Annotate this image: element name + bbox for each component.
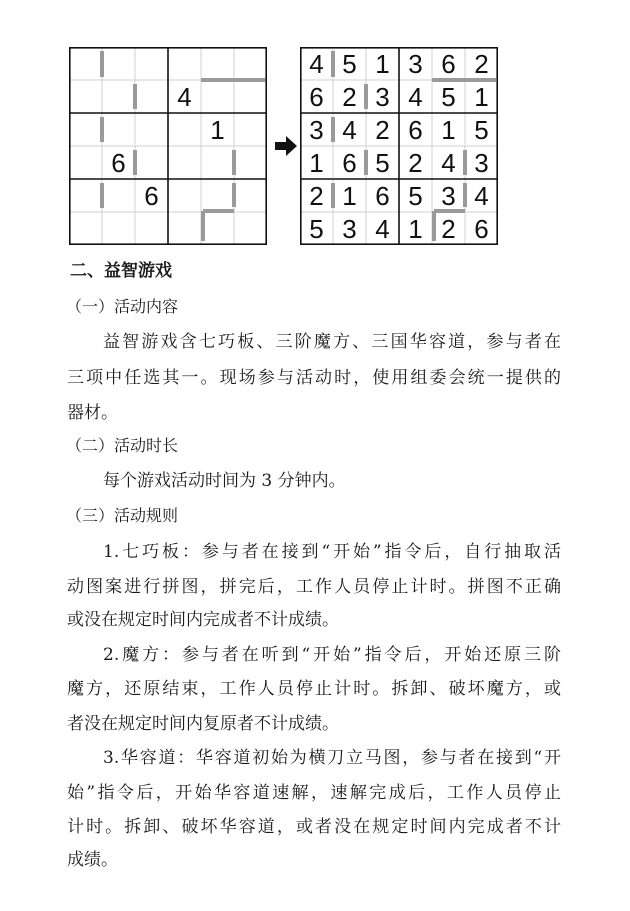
duration-text: 每个游戏活动时间为 3 分钟内。 bbox=[103, 471, 346, 491]
grid-clue: 4 bbox=[177, 81, 192, 112]
grid-cell: 4 bbox=[474, 180, 489, 211]
grid-cell: 2 bbox=[441, 213, 456, 244]
rule-line: 动图案进行拼图，拼完后，工作人员停止计时。拼图不正确 bbox=[67, 577, 561, 597]
grid-cell: 5 bbox=[342, 48, 357, 79]
grid-cell: 4 bbox=[408, 81, 423, 112]
rule-line: 计时。拆卸、破坏华容道，或者没在规定时间内完成者不计 bbox=[67, 817, 561, 837]
content-heading: （一）活动内容 bbox=[66, 297, 179, 316]
grid-cell: 1 bbox=[474, 81, 489, 112]
rule-line: 2.魔方：参与者在听到“开始”指令后，开始还原三阶 bbox=[103, 645, 561, 665]
grid-cell: 3 bbox=[309, 114, 324, 145]
content-line: 器材。 bbox=[67, 403, 118, 423]
rule-line: 成绩。 bbox=[67, 850, 118, 870]
grid-cell: 5 bbox=[309, 213, 324, 244]
grid-cell: 5 bbox=[441, 81, 456, 112]
grid-cell: 1 bbox=[342, 180, 357, 211]
grid-cell: 1 bbox=[441, 114, 456, 145]
grid-cell: 6 bbox=[408, 114, 423, 145]
grid-cell: 3 bbox=[375, 81, 390, 112]
grid-cell: 3 bbox=[408, 48, 423, 79]
grid-cell: 6 bbox=[342, 147, 357, 178]
grid-cell: 5 bbox=[375, 147, 390, 178]
content-line: 三项中任选其一。现场参与活动时，使用组委会统一提供的 bbox=[67, 368, 561, 388]
grid-cell: 1 bbox=[375, 48, 390, 79]
grid-cell: 3 bbox=[342, 213, 357, 244]
rules-heading: （三）活动规则 bbox=[66, 506, 179, 525]
unsolved-grid-lines bbox=[69, 47, 267, 245]
puzzle-grid-unsolved bbox=[69, 47, 267, 245]
grid-cell: 5 bbox=[408, 180, 423, 211]
grid-cell: 2 bbox=[342, 81, 357, 112]
right-arrow-icon bbox=[275, 136, 297, 156]
rule-line: 1.七巧板：参与者在接到“开始”指令后，自行抽取活 bbox=[103, 542, 561, 562]
grid-clue: 1 bbox=[210, 114, 225, 145]
grid-cell: 6 bbox=[441, 48, 456, 79]
grid-cell: 5 bbox=[474, 114, 489, 145]
grid-cell: 6 bbox=[375, 180, 390, 211]
rule-line: 始”指令后，开始华容道速解，速解完成后，工作人员停止 bbox=[67, 783, 561, 803]
grid-cell: 1 bbox=[309, 147, 324, 178]
puzzle-figure bbox=[0, 0, 630, 260]
puzzle-grid-solved bbox=[300, 47, 498, 245]
grid-cell: 2 bbox=[375, 114, 390, 145]
grid-cell: 4 bbox=[309, 48, 324, 79]
grid-cell: 4 bbox=[375, 213, 390, 244]
grid-cell: 6 bbox=[474, 213, 489, 244]
grid-cell: 1 bbox=[408, 213, 423, 244]
grid-cell: 2 bbox=[474, 48, 489, 79]
rule-line: 或没在规定时间内完成者不计成绩。 bbox=[67, 610, 339, 630]
rule-line: 魔方，还原结束，工作人员停止计时。拆卸、破坏魔方，或 bbox=[67, 679, 561, 699]
grid-cell: 2 bbox=[309, 180, 324, 211]
rule-line: 者没在规定时间内复原者不计成绩。 bbox=[67, 714, 339, 734]
duration-heading: （二）活动时长 bbox=[66, 436, 179, 455]
rule-line: 3.华容道：华容道初始为横刀立马图，参与者在接到“开 bbox=[103, 748, 561, 768]
grid-cell: 3 bbox=[441, 180, 456, 211]
grid-cell: 2 bbox=[408, 147, 423, 178]
grid-cell: 4 bbox=[441, 147, 456, 178]
grid-clue: 6 bbox=[111, 147, 126, 178]
grid-clue: 6 bbox=[144, 180, 159, 211]
grid-cell: 3 bbox=[474, 147, 489, 178]
grid-cell: 4 bbox=[342, 114, 357, 145]
grid-cell: 6 bbox=[309, 81, 324, 112]
section-title: 二、益智游戏 bbox=[70, 261, 172, 281]
content-line: 益智游戏含七巧板、三阶魔方、三国华容道，参与者在 bbox=[103, 332, 561, 352]
